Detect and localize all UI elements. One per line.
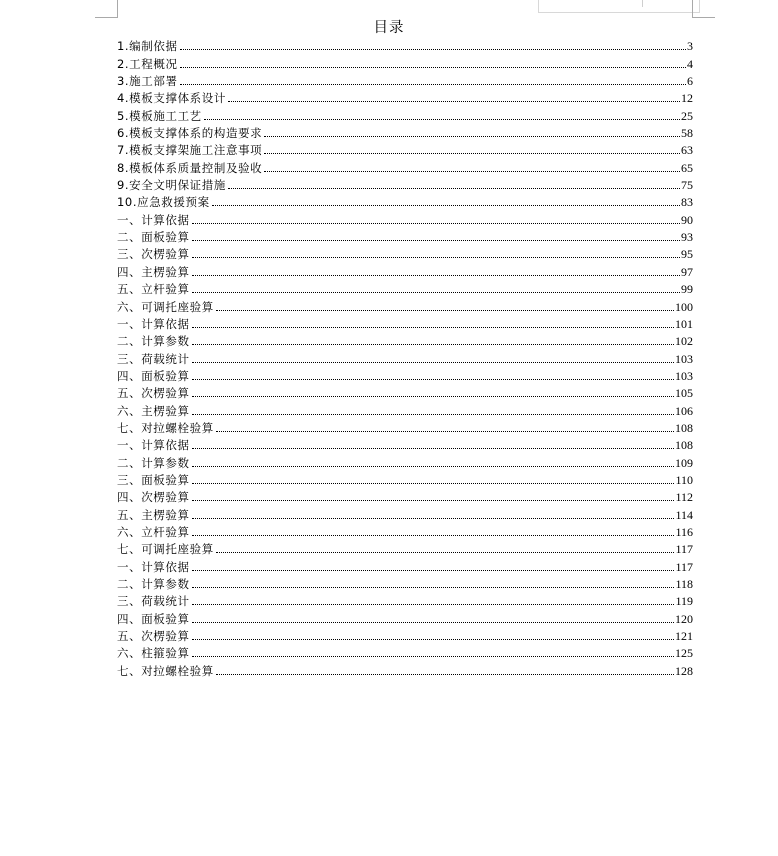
toc-entry-page-number: 83 <box>681 195 693 210</box>
toc-entry-page-number: 103 <box>675 351 693 366</box>
toc-entry[interactable] <box>117 88 693 105</box>
toc-entry-label: 七、可调托座验算 <box>117 542 214 557</box>
toc-dot-leader <box>216 551 675 553</box>
toc-entry[interactable] <box>117 175 693 192</box>
toc-entry[interactable] <box>117 522 693 539</box>
toc-dot-leader <box>192 655 674 657</box>
toc-dot-leader <box>192 603 675 605</box>
toc-entry-label: 三、荷载统计 <box>117 351 190 366</box>
toc-entry-page-number: 128 <box>675 663 693 678</box>
toc-entry-page-number: 102 <box>675 334 693 349</box>
toc-entry-page-number: 93 <box>681 230 693 245</box>
toc-dot-leader <box>192 343 674 345</box>
toc-dot-leader <box>192 291 680 293</box>
toc-entry-page-number: 4 <box>687 56 693 71</box>
toc-entry-page-number: 109 <box>675 455 693 470</box>
toc-entry[interactable] <box>117 36 693 53</box>
toc-entry-label: 六、主楞验算 <box>117 403 190 418</box>
toc-entry-page-number: 99 <box>681 282 693 297</box>
toc-entry-page-number: 121 <box>675 629 693 644</box>
toc-entry-label: 6.模板支撑体系的构造要求 <box>117 126 263 141</box>
toc-entry[interactable] <box>117 157 693 174</box>
toc-entry[interactable] <box>117 123 693 140</box>
toc-entry-label: 四、面板验算 <box>117 611 190 626</box>
toc-entry-page-number: 108 <box>675 438 693 453</box>
toc-entry[interactable] <box>117 418 693 435</box>
toc-entry[interactable] <box>117 504 693 521</box>
toc-entry[interactable] <box>117 296 693 313</box>
toc-entry-page-number: 3 <box>687 39 693 54</box>
toc-entry-page-number: 58 <box>681 126 693 141</box>
toc-entry[interactable] <box>117 227 693 244</box>
toc-dot-leader <box>192 638 674 640</box>
toc-dot-leader <box>264 152 680 154</box>
toc-entry-label: 四、次楞验算 <box>117 490 190 505</box>
toc-entry-label: 三、次楞验算 <box>117 247 190 262</box>
toc-entry[interactable] <box>117 331 693 348</box>
toc-entry-label: 一、计算依据 <box>117 316 190 331</box>
toc-entry[interactable] <box>117 435 693 452</box>
toc-dot-leader <box>228 187 680 189</box>
toc-entry[interactable] <box>117 591 693 608</box>
toc-entry[interactable] <box>117 209 693 226</box>
toc-entry-label: 二、计算参数 <box>117 577 190 591</box>
toc-entry-label: 三、面板验算 <box>117 472 190 487</box>
toc-entry-label: 7.模板支撑架施工注意事项 <box>117 143 263 158</box>
toc-entry-page-number: 125 <box>675 646 693 661</box>
toc-entry-label: 二、计算参数 <box>117 334 190 349</box>
toc-entry-page-number: 101 <box>675 316 693 331</box>
toc-dot-leader <box>192 413 674 415</box>
toc-dot-leader <box>192 517 675 519</box>
toc-dot-leader <box>216 673 674 675</box>
toc-entry[interactable] <box>117 105 693 122</box>
toc-entry-page-number: 116 <box>675 524 693 539</box>
toc-dot-leader <box>204 118 680 120</box>
toc-dot-leader <box>192 621 674 623</box>
toc-entry-label: 4.模板支撑体系设计 <box>117 91 226 106</box>
toc-dot-leader <box>192 447 674 449</box>
toc-entry[interactable] <box>117 487 693 504</box>
toc-dot-leader <box>212 204 680 206</box>
toc-entry[interactable] <box>117 400 693 417</box>
toc-entry[interactable] <box>117 574 693 591</box>
toc-entry-label: 四、面板验算 <box>117 368 190 383</box>
toc-entry-label: 五、主楞验算 <box>117 507 190 522</box>
toc-entry-page-number: 119 <box>675 594 693 609</box>
toc-entry-label: 3.施工部署 <box>117 74 178 89</box>
toc-entry-label: 9.安全文明保证措施 <box>117 178 226 193</box>
toc-dot-leader <box>228 100 680 102</box>
toc-entry[interactable] <box>117 626 693 643</box>
toc-entry-label: 5.模板施工工艺 <box>117 108 202 123</box>
toc-entry[interactable] <box>117 643 693 660</box>
toc-dot-leader <box>192 239 680 241</box>
toc-entry-label: 六、可调托座验算 <box>117 299 214 314</box>
toc-entry-label: 七、对拉螺栓验算 <box>117 663 214 678</box>
toc-dot-leader <box>264 135 680 137</box>
toc-entry-page-number: 90 <box>681 212 693 227</box>
toc-entry-page-number: 65 <box>681 160 693 175</box>
toc-entry-page-number: 117 <box>675 542 693 557</box>
toc-dot-leader <box>216 430 674 432</box>
toc-entry-page-number: 118 <box>675 577 693 591</box>
toc-entry[interactable] <box>117 383 693 400</box>
toc-dot-leader <box>264 170 680 172</box>
toc-entry-label: 四、主楞验算 <box>117 264 190 279</box>
toc-entry-page-number: 105 <box>675 386 693 401</box>
toc-entry-label: 二、面板验算 <box>117 230 190 245</box>
toc-entry[interactable] <box>117 608 693 625</box>
toc-entry[interactable] <box>117 140 693 157</box>
toc-dot-leader <box>192 326 674 328</box>
toc-entry[interactable] <box>117 71 693 88</box>
toc-dot-leader <box>192 465 674 467</box>
toc-entry[interactable] <box>117 279 693 296</box>
toc-dot-leader <box>192 395 674 397</box>
toc-entry-label: 1.编制依据 <box>117 39 178 54</box>
toc-entry[interactable] <box>117 192 693 209</box>
toc-entry[interactable] <box>117 470 693 487</box>
toc-dot-leader <box>192 361 674 363</box>
toc-entry[interactable] <box>117 261 693 278</box>
toc-entry-page-number: 12 <box>681 91 693 106</box>
toc-entry[interactable] <box>117 660 693 677</box>
toc-entry[interactable] <box>117 53 693 70</box>
toc-entry-label: 一、计算依据 <box>117 212 190 227</box>
toc-entry-page-number: 75 <box>681 178 693 193</box>
toc-entry[interactable] <box>117 314 693 331</box>
toc-entry-label: 七、对拉螺栓验算 <box>117 420 214 435</box>
toc-dot-leader <box>192 534 675 536</box>
toc-entry[interactable] <box>117 244 693 261</box>
toc-entry-label: 一、计算依据 <box>117 438 190 453</box>
toc-dot-leader <box>192 586 675 588</box>
toc-dot-leader <box>192 482 675 484</box>
toc-entry-label: 六、柱箍验算 <box>117 646 190 661</box>
table-of-contents <box>117 36 693 678</box>
toc-entry-page-number: 63 <box>681 143 693 158</box>
toc-entry-label: 二、计算参数 <box>117 455 190 470</box>
toc-dot-leader <box>180 48 686 50</box>
toc-dot-leader <box>192 569 675 571</box>
toc-entry-page-number: 97 <box>681 264 693 279</box>
toc-entry-page-number: 117 <box>675 559 693 574</box>
toc-entry-label: 一、计算依据 <box>117 559 190 574</box>
toc-dot-leader <box>192 222 680 224</box>
toc-dot-leader <box>192 256 680 258</box>
toc-entry-label: 六、立杆验算 <box>117 524 190 539</box>
toc-entry[interactable] <box>117 539 693 556</box>
toc-entry-label: 三、荷载统计 <box>117 594 190 609</box>
toc-entry-page-number: 25 <box>681 108 693 123</box>
toc-entry-page-number: 112 <box>675 490 693 505</box>
toc-entry-label: 五、次楞验算 <box>117 386 190 401</box>
toc-entry-label: 五、立杆验算 <box>117 282 190 297</box>
toc-dot-leader <box>216 309 674 311</box>
toc-dot-leader <box>180 66 686 68</box>
toc-entry-label: 10.应急救援预案 <box>117 195 210 210</box>
toc-entry-label: 2.工程概况 <box>117 56 178 71</box>
toc-entry[interactable] <box>117 366 693 383</box>
toc-entry[interactable] <box>117 348 693 365</box>
toc-entry-page-number: 114 <box>675 507 693 522</box>
toc-entry-page-number: 6 <box>687 74 693 89</box>
toc-dot-leader <box>192 378 674 380</box>
toc-entry-page-number: 100 <box>675 299 693 314</box>
toc-entry-page-number: 120 <box>675 611 693 626</box>
toc-entry-label: 五、次楞验算 <box>117 629 190 644</box>
toc-dot-leader <box>192 499 675 501</box>
toc-title: 目录 <box>373 20 405 36</box>
toc-entry[interactable] <box>117 452 693 469</box>
toc-entry-page-number: 108 <box>675 420 693 435</box>
toc-entry-page-number: 110 <box>675 472 693 487</box>
toc-entry-page-number: 103 <box>675 368 693 383</box>
toc-dot-leader <box>180 83 686 85</box>
header-frame-divider <box>642 0 643 7</box>
toc-entry-page-number: 95 <box>681 247 693 262</box>
header-frame <box>538 0 700 13</box>
toc-entry-label: 8.模板体系质量控制及验收 <box>117 160 263 175</box>
toc-entry-page-number: 106 <box>675 403 693 418</box>
toc-dot-leader <box>192 274 680 276</box>
toc-entry[interactable] <box>117 556 693 573</box>
